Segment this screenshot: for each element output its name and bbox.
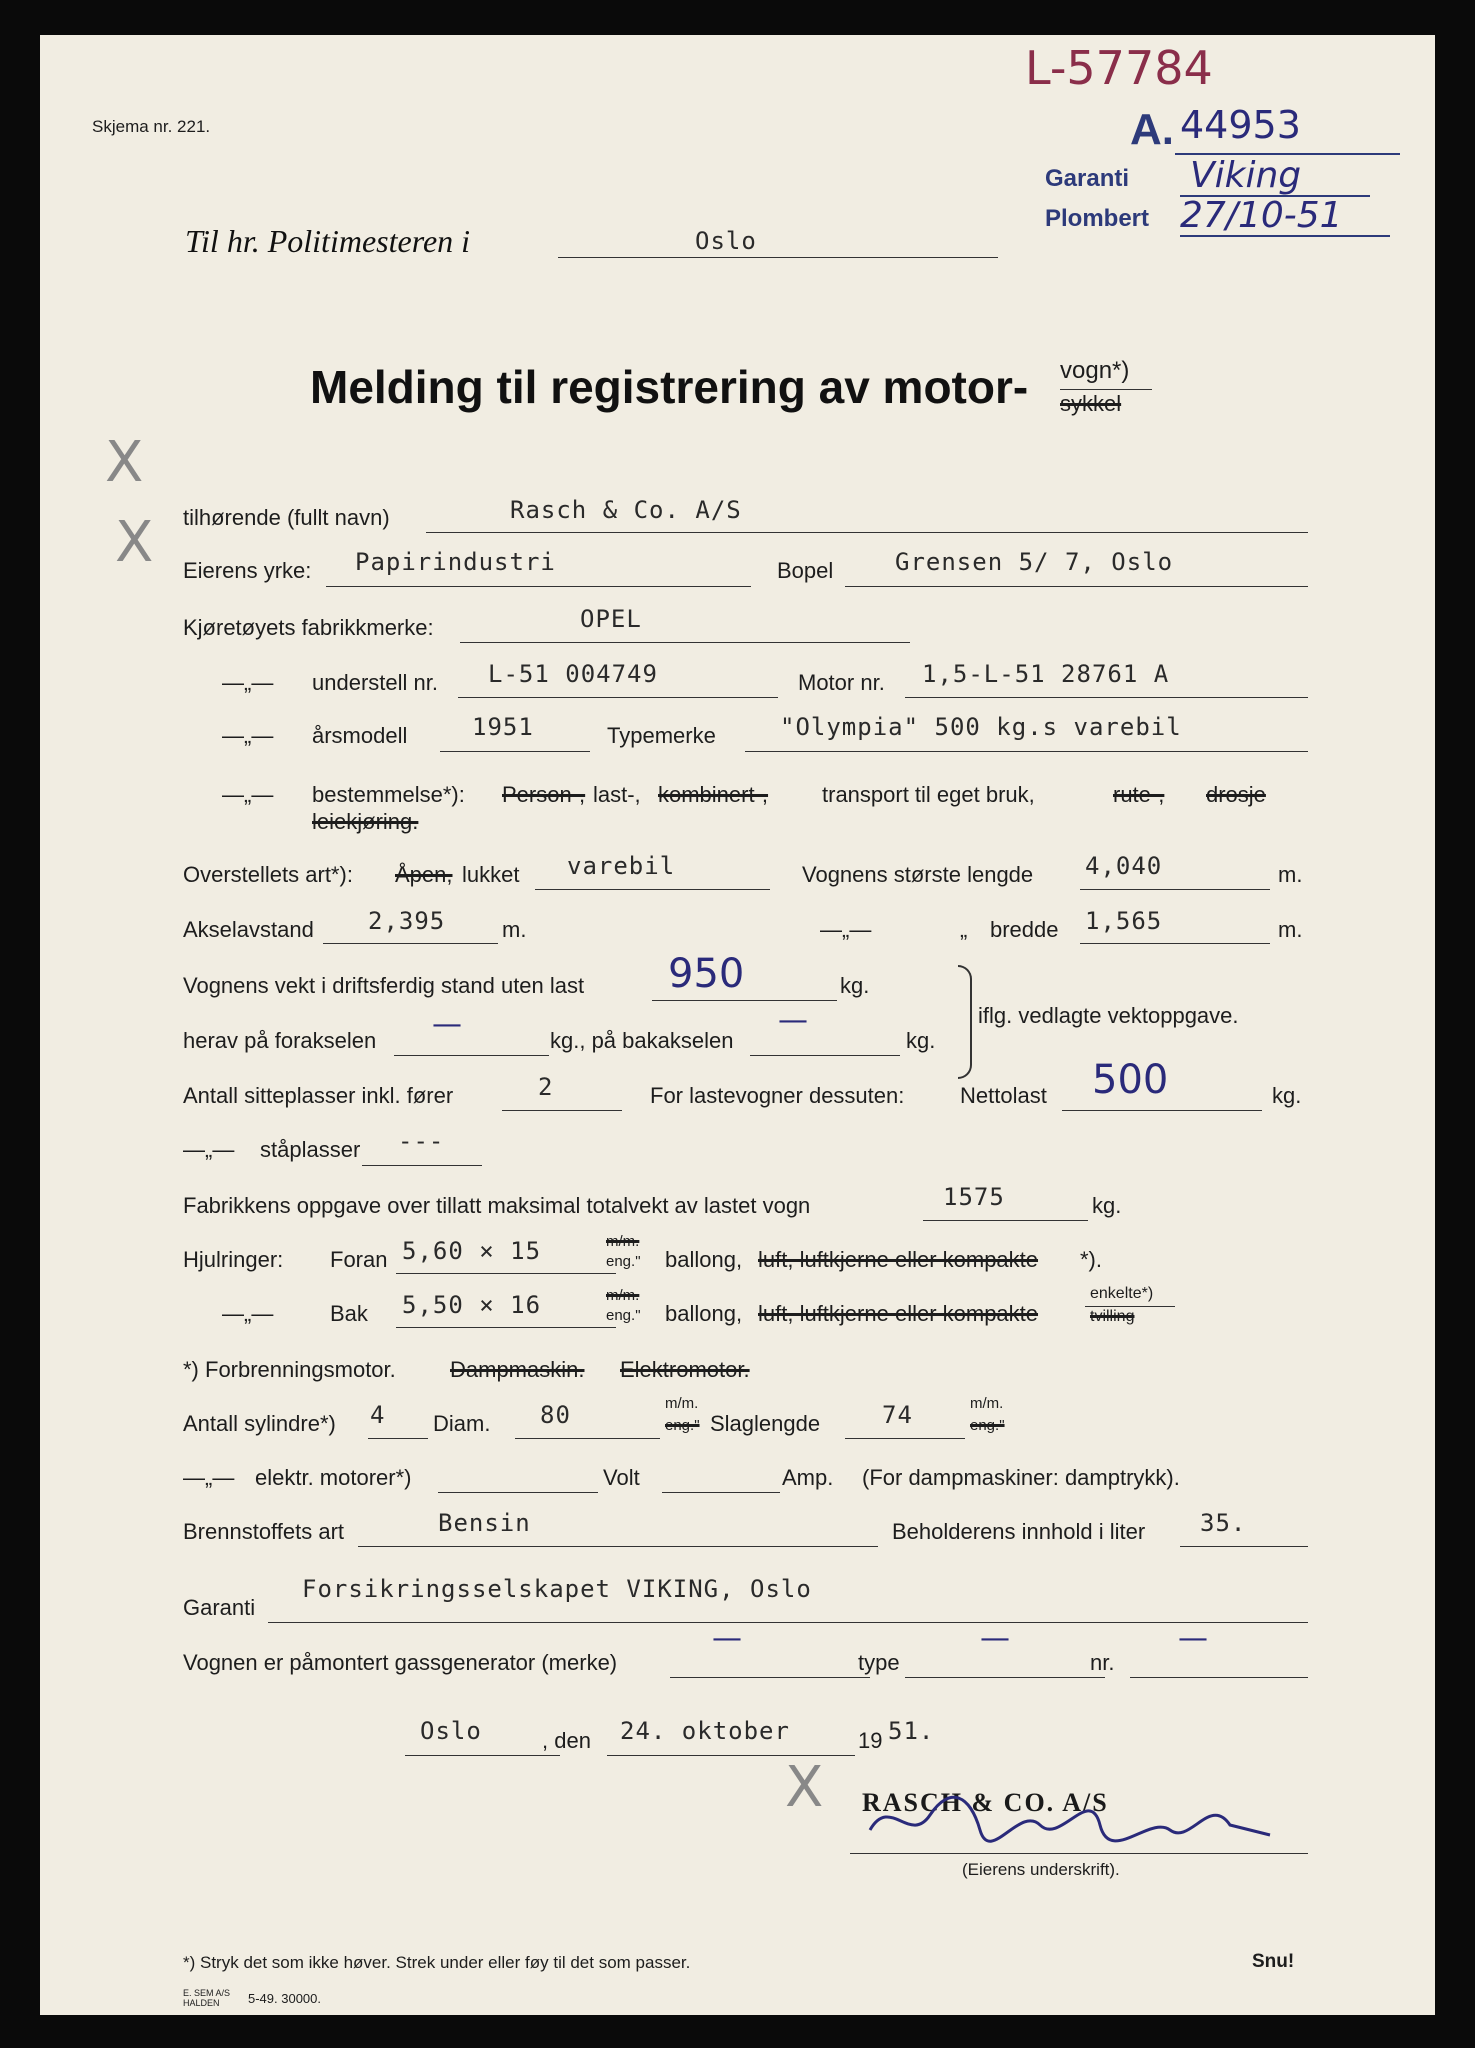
plombert-stamp-line: [1180, 235, 1390, 237]
purpose-label: bestemmelse*):: [312, 782, 465, 807]
owner-line: [426, 532, 1308, 533]
cylinders-label: Antall sylindre*): [183, 1411, 336, 1436]
steam-note: (For dampmaskiner: damptrykk).: [862, 1465, 1180, 1490]
chassis-label: understell nr.: [312, 670, 438, 695]
make-value: OPEL: [580, 605, 642, 633]
front-wheel-mm: m/m.: [606, 1233, 640, 1250]
mark-x-signature: X: [785, 1755, 824, 1820]
guarantee-line: [268, 1622, 1308, 1623]
seats-label: Antall sitteplasser inkl. fører: [183, 1083, 454, 1108]
rear-axle-label: kg., på bakakselen: [550, 1028, 734, 1053]
body-lukket: lukket: [462, 862, 520, 887]
rear-wheel-mm: m/m.: [606, 1287, 640, 1304]
standing-line: [362, 1165, 482, 1166]
stamp-a-label: A.: [1130, 105, 1174, 154]
chassis-line: [458, 697, 778, 698]
type-line: [745, 751, 1308, 752]
ditto-width: —„—: [820, 917, 872, 942]
date-value: 24. oktober: [620, 1717, 790, 1745]
gas-no-label: nr.: [1090, 1650, 1115, 1675]
diameter-mm: m/m.: [665, 1395, 699, 1412]
fuel-value: Bensin: [438, 1509, 531, 1537]
seats-line: [502, 1110, 622, 1111]
garanti-stamp-label: Garanti: [1045, 165, 1130, 192]
type-label: Typemerke: [607, 723, 716, 748]
netto-unit: kg.: [1272, 1083, 1302, 1108]
stroke-label: Slaglengde: [710, 1411, 821, 1436]
width-unit: m.: [1278, 917, 1303, 942]
length-line: [1080, 889, 1270, 890]
title-option-sykkel: sykkel: [1060, 391, 1122, 416]
year-suffix: 51.: [888, 1717, 935, 1745]
garanti-stamp-value: Viking: [1190, 155, 1302, 196]
engine-label: *) Forbrenningsmotor.: [183, 1357, 396, 1382]
fuel-line: [358, 1546, 878, 1547]
axle-unit: m.: [502, 917, 527, 942]
width-line: [1080, 943, 1270, 944]
front-wheel-ballong: ballong,: [665, 1247, 743, 1272]
fuel-label: Brennstoffets art: [183, 1519, 345, 1544]
owner-label: tilhørende (fullt navn): [183, 505, 390, 530]
netto-line: [1062, 1110, 1262, 1111]
chassis-value: L-51 004749: [488, 660, 658, 688]
stroke-mm: m/m.: [970, 1395, 1004, 1412]
length-unit: m.: [1278, 862, 1303, 887]
ditto-electric: —„—: [183, 1465, 235, 1490]
ditto-chassis: —„—: [222, 670, 274, 695]
purpose-transport: transport til eget bruk,: [822, 782, 1035, 807]
rear-wheel-ballong: ballong,: [665, 1301, 743, 1326]
total-weight-label: Fabrikkens oppgave over tillatt maksimal totalvekt av lastet vogn: [183, 1193, 811, 1218]
body-label: Overstellets art*):: [183, 862, 353, 887]
signature-scribble: [850, 1775, 1290, 1855]
rear-axle-unit: kg.: [906, 1028, 936, 1053]
owner-value: Rasch & Co. A/S: [510, 496, 742, 524]
stroke-line: [845, 1438, 965, 1439]
gas-type-label: type: [858, 1650, 900, 1675]
form-title: Melding til registrering av motor-: [310, 361, 1029, 413]
motor-line: [905, 697, 1308, 698]
place-value: Oslo: [420, 1717, 482, 1745]
type-value: "Olympia" 500 kg.s varebil: [780, 713, 1182, 741]
date-prefix: , den: [542, 1728, 591, 1753]
standing-label: ståplasser: [260, 1137, 361, 1162]
year-line: [440, 751, 590, 752]
plombert-stamp-value: 27/10-51: [1180, 195, 1343, 236]
tank-value: 35.: [1200, 1509, 1247, 1537]
engine-damp: Dampmaskin.: [450, 1357, 585, 1382]
title-option-divider: [1060, 389, 1152, 390]
front-wheel-eng: eng.": [606, 1253, 641, 1270]
gas-no-line: [1130, 1677, 1308, 1678]
width-label: bredde: [990, 917, 1059, 942]
gas-generator-value: —: [712, 1621, 742, 1656]
rear-wheel-line: [396, 1327, 616, 1328]
total-weight-line: [923, 1220, 1088, 1221]
axle-line: [323, 943, 498, 944]
rear-axle-line: [750, 1055, 900, 1056]
engine-elektro: Elektromotor.: [620, 1357, 750, 1382]
place-line: [405, 1755, 560, 1756]
ditto-year: —„—: [222, 723, 274, 748]
make-line: [460, 642, 910, 643]
rear-axle-value: —: [778, 1003, 808, 1038]
addressee-value: Oslo: [695, 227, 757, 255]
printer-mark: E. SEM A/S HALDEN: [183, 1988, 231, 2008]
ditto-purpose: —„—: [222, 782, 274, 807]
stamp-a-number: 44953: [1180, 103, 1301, 147]
front-wheel-label: Foran: [330, 1247, 388, 1272]
gas-generator-label: Vognen er påmontert gassgenerator (merke): [183, 1650, 618, 1675]
purpose-last: last-,: [593, 782, 641, 807]
width-value: 1,565: [1085, 907, 1163, 935]
guarantee-label: Garanti: [183, 1595, 256, 1620]
diameter-line: [515, 1438, 660, 1439]
total-weight-value: 1575: [943, 1183, 1005, 1211]
length-label: Vognens største lengde: [802, 862, 1034, 887]
reference-number: L-57784: [1025, 41, 1213, 95]
mark-x-owner: X: [105, 430, 144, 495]
width-comma-ditto: „: [960, 917, 968, 942]
ditto-rear-wheel: —„—: [222, 1301, 274, 1326]
seats-value: 2: [538, 1073, 554, 1101]
company-stamp: RASCH & CO. A/S: [862, 1788, 1109, 1817]
front-axle-value: —: [432, 1007, 462, 1042]
mark-x-occupation: X: [115, 510, 154, 575]
standing-value: ---: [398, 1127, 445, 1155]
addressee-line: [558, 257, 998, 258]
occupation-line: [326, 586, 751, 587]
weight-value: 950: [668, 951, 745, 997]
weight-label: Vognens vekt i driftsferdig stand uten last: [183, 973, 585, 998]
front-wheel-suffix: *).: [1080, 1247, 1102, 1272]
year-label: årsmodell: [312, 723, 408, 748]
occupation-value: Papirindustri: [355, 548, 556, 576]
front-wheel-value: 5,60 × 15: [402, 1237, 542, 1265]
tank-line: [1180, 1546, 1308, 1547]
volt-line: [662, 1492, 780, 1493]
wheels-label: Hjulringer:: [183, 1247, 284, 1272]
front-axle-line: [394, 1055, 549, 1056]
plombert-stamp-label: Plombert: [1045, 205, 1150, 232]
weight-note: iflg. vedlagte vektoppgave.: [978, 1003, 1239, 1028]
gas-type-value: —: [980, 1621, 1010, 1656]
weight-unit: kg.: [840, 973, 870, 998]
netto-value: 500: [1092, 1057, 1169, 1103]
motor-label: Motor nr.: [798, 670, 885, 695]
diameter-value: 80: [540, 1401, 571, 1429]
rear-wheel-luft: luft, luftkjerne eller kompakte: [758, 1301, 1039, 1326]
front-axle-label: herav på forakselen: [183, 1028, 377, 1053]
diameter-label: Diam.: [433, 1411, 491, 1436]
electric-line: [438, 1492, 598, 1493]
cylinders-value: 4: [370, 1401, 386, 1429]
cylinders-line: [368, 1438, 428, 1439]
footer-note: *) Stryk det som ikke høver. Strek under eller føy til det som passer.: [183, 1953, 691, 1972]
cargo-label: For lastevogner dessuten:: [650, 1083, 905, 1108]
axle-value: 2,395: [368, 907, 446, 935]
netto-label: Nettolast: [960, 1083, 1047, 1108]
form-sheet: [40, 35, 1435, 2015]
rear-wheel-label: Bak: [330, 1301, 368, 1326]
rear-wheel-tvilling: tvilling: [1090, 1308, 1135, 1325]
purpose-person: Person-,: [502, 782, 586, 807]
rear-wheel-eng: eng.": [606, 1307, 641, 1324]
purpose-kombinert: kombinert-,: [658, 782, 769, 807]
ditto-standing: —„—: [183, 1137, 235, 1162]
rear-wheel-value: 5,50 × 16: [402, 1291, 542, 1319]
electric-label: elektr. motorer*): [255, 1465, 412, 1490]
tank-label: Beholderens innhold i liter: [892, 1519, 1146, 1544]
residence-label: Bopel: [777, 558, 834, 583]
print-code: 5-49. 30000.: [248, 1991, 322, 2006]
residence-line: [845, 586, 1308, 587]
signature-line: [850, 1853, 1308, 1854]
addressee-label: Til hr. Politimesteren i: [185, 223, 471, 259]
stroke-eng: eng.": [970, 1417, 1005, 1434]
body-line: [535, 889, 770, 890]
amp-label: Amp.: [782, 1465, 834, 1490]
weight-line: [652, 1000, 837, 1001]
total-weight-unit: kg.: [1092, 1193, 1122, 1218]
diameter-eng: eng.": [665, 1417, 700, 1434]
guarantee-value: Forsikringsselskapet VIKING, Oslo: [302, 1575, 812, 1603]
front-wheel-line: [396, 1273, 616, 1274]
year-value: 1951: [472, 713, 534, 741]
body-value: varebil: [567, 852, 676, 880]
rear-wheel-divider: [1085, 1306, 1175, 1307]
weight-bracket: [958, 965, 972, 1079]
gas-generator-line: [670, 1677, 870, 1678]
front-wheel-luft: luft, luftkjerne eller kompakte: [758, 1247, 1039, 1272]
gas-no-value: —: [1178, 1621, 1208, 1656]
footer-snu: Snu!: [1252, 1951, 1295, 1972]
length-value: 4,040: [1085, 852, 1163, 880]
schema-number: Skjema nr. 221.: [92, 117, 211, 136]
purpose-leie: leiekjøring.: [312, 809, 419, 834]
body-aapen: Åpen,: [395, 862, 453, 887]
signature-caption: (Eierens underskrift).: [962, 1860, 1120, 1879]
motor-value: 1,5-L-51 28761 A: [922, 660, 1170, 688]
volt-label: Volt: [603, 1465, 640, 1490]
title-option-vogn: vogn*): [1060, 357, 1130, 384]
make-label: Kjøretøyets fabrikkmerke:: [183, 615, 434, 640]
gas-type-line: [905, 1677, 1105, 1678]
year-prefix: 19: [858, 1728, 883, 1753]
stroke-value: 74: [882, 1401, 913, 1429]
occupation-label: Eierens yrke:: [183, 558, 312, 583]
rear-wheel-enkelte: enkelte*): [1090, 1285, 1154, 1302]
purpose-rute: rute-,: [1113, 782, 1165, 807]
axle-label: Akselavstand: [183, 917, 314, 942]
purpose-drosje: drosje: [1206, 782, 1266, 807]
residence-value: Grensen 5/ 7, Oslo: [895, 548, 1174, 576]
